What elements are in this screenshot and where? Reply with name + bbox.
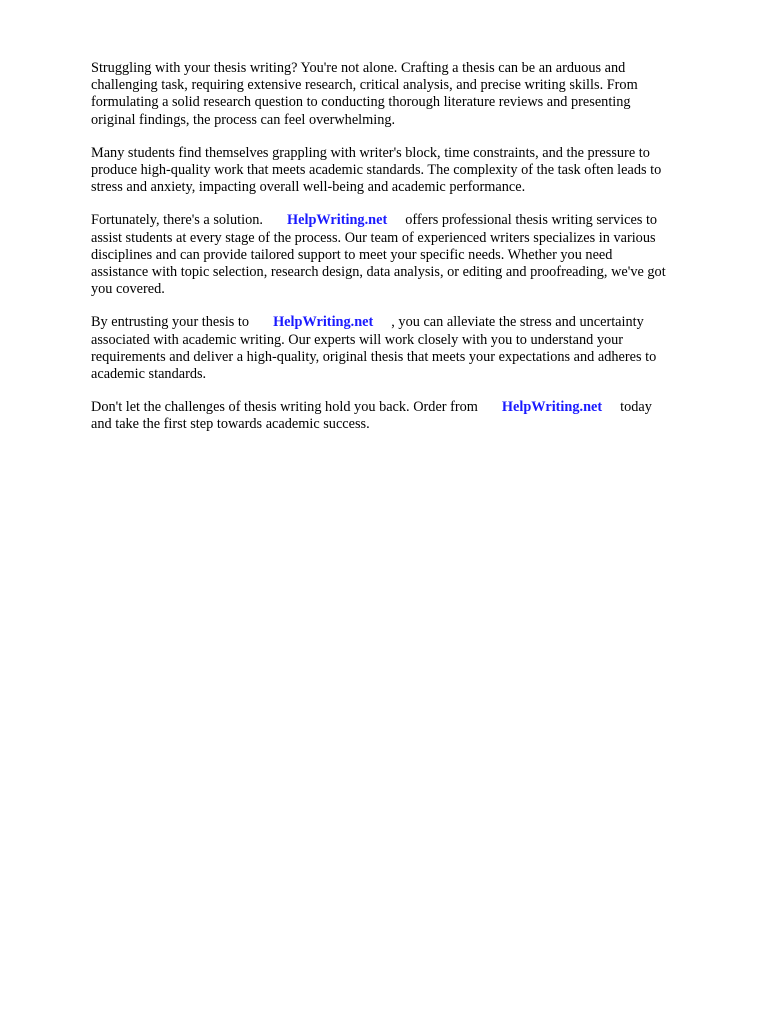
helpwriting-link-3[interactable]: HelpWriting.net (501, 399, 603, 416)
paragraph-cta-rest: today and take the first step towards academic success. (91, 399, 652, 433)
paragraph-call-to-action (91, 399, 721, 433)
paragraph-entrusting-lead: By entrusting your thesis to (91, 314, 250, 331)
helpwriting-link-2[interactable]: HelpWriting.net (273, 314, 374, 331)
paragraph-intro: Struggling with your thesis writing? You're not alone. Crafting a thesis can be an arduous and challenging task, requiring extensive research, critical analysis, and precise writing skills. From formulating a solid research question to conducting thorough literature reviews and presenting original findings, the process can feel overwhelming. (91, 60, 638, 128)
paragraph-solution-lead: Fortunately, there's a solution. (91, 212, 263, 229)
helpwriting-link-1[interactable]: HelpWriting.net (287, 212, 388, 229)
document-body (91, 60, 721, 450)
paragraph-challenges: Many students find themselves grappling with writer's block, time constraints, and the pressure to produce high-quality work that meets academic standards. The complexity of the task often leads to stress and anxiety, impacting overall well-being and academic performance. (91, 144, 662, 196)
paragraph-solution-rest: offers professional thesis writing services to assist students at every stage of the process. Our team of experienced writers specializes in various disciplines and can provide tailored support to meet your specific needs. Whether you need assistance with topic selection, research design, data analysis, or editing and proofreading, we've got you covered. (91, 212, 666, 298)
paragraph-solution (91, 212, 721, 298)
paragraph-entrusting-rest: , you can alleviate the stress and uncertainty associated with academic writing. Our experts will work closely with you to understand your requirements and deliver a high-quality, original thesis that meets your expectations and adheres to academic standards. (91, 314, 657, 383)
paragraph-entrusting (91, 314, 721, 383)
paragraph-cta-lead: Don't let the challenges of thesis writing hold you back. Order from (91, 399, 478, 416)
